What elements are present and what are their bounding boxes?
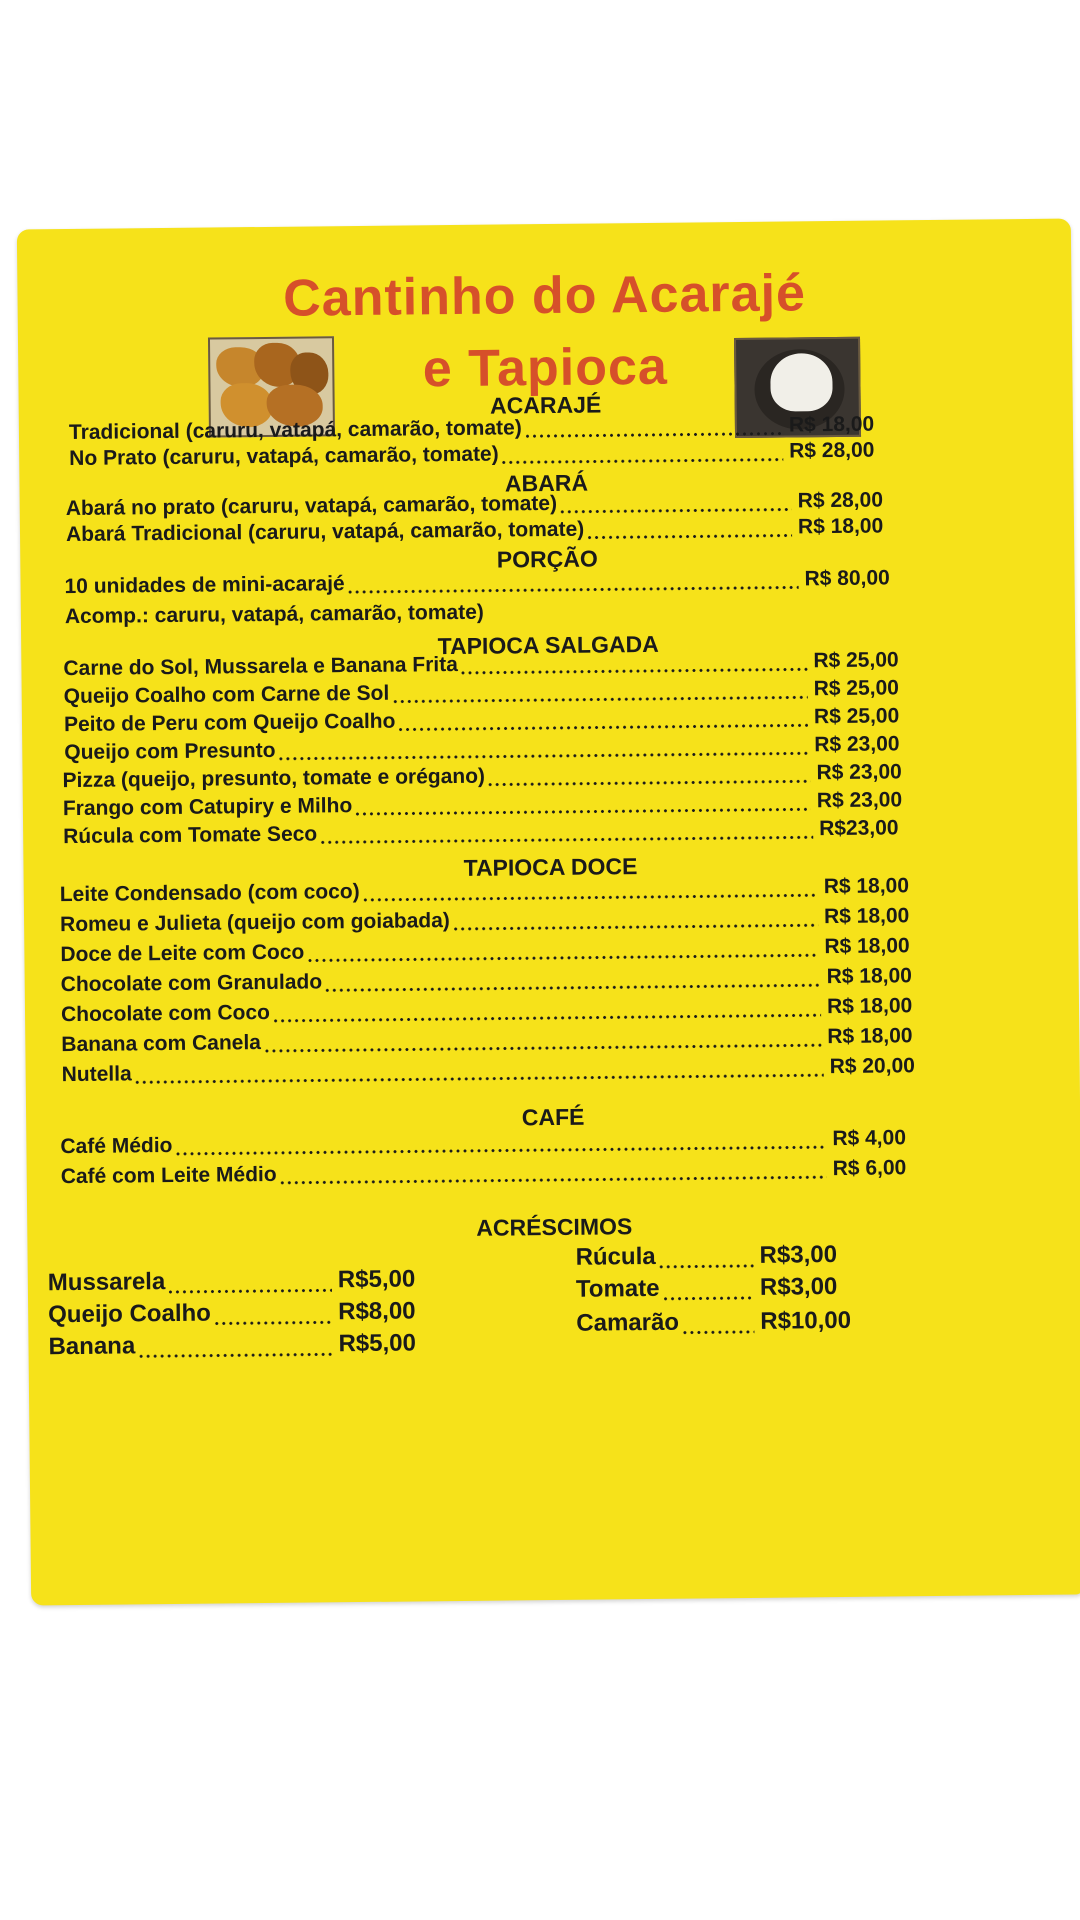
section-heading-cafe: CAFÉ bbox=[521, 1103, 585, 1131]
menu-item-price: R$ 18,00 bbox=[788, 412, 875, 437]
menu-item-price: R$ 28,00 bbox=[789, 438, 875, 463]
menu-item-name: Banana com Canela bbox=[61, 1031, 262, 1057]
extra-item-name: Banana bbox=[48, 1332, 136, 1361]
menu-item-name: Tradicional (caruru, vatapá, camarão, tomate) bbox=[68, 416, 522, 445]
extra-item-price: R$5,00 bbox=[338, 1329, 417, 1358]
dot-leader bbox=[524, 432, 783, 439]
section-heading-abara: ABARÁ bbox=[504, 469, 589, 497]
menu-item-name: Carne do Sol, Mussarela e Banana Frita bbox=[63, 652, 458, 681]
menu-item-name: Chocolate com Granulado bbox=[60, 970, 323, 997]
menu-item-price: R$ 18,00 bbox=[826, 994, 913, 1019]
menu-item-name: Chocolate com Coco bbox=[60, 1000, 271, 1027]
extra-item-right bbox=[576, 1273, 880, 1310]
menu-item-name: Café Médio bbox=[60, 1133, 173, 1159]
menu-item-price: R$23,00 bbox=[819, 816, 899, 841]
menu-item-name: 10 unidades de mini-acarajé bbox=[64, 572, 345, 599]
menu-item-price: R$ 18,00 bbox=[797, 514, 884, 539]
extra-item-price: R$3,00 bbox=[759, 1273, 838, 1301]
dot-leader bbox=[306, 953, 818, 962]
menu-item-price: R$ 6,00 bbox=[832, 1156, 907, 1181]
dot-leader bbox=[658, 1264, 754, 1269]
dot-leader bbox=[559, 507, 792, 513]
menu-item-price: R$ 18,00 bbox=[827, 1024, 913, 1049]
menu-title-line2: e Tapioca bbox=[422, 337, 669, 399]
section-heading-porcao: PORÇÃO bbox=[496, 545, 598, 573]
menu-item-name: Café com Leite Médio bbox=[60, 1162, 277, 1189]
menu-item-price: R$ 20,00 bbox=[829, 1054, 915, 1079]
extra-item-name: Camarão bbox=[576, 1308, 680, 1337]
section-heading-acrescimos: ACRÉSCIMOS bbox=[476, 1213, 633, 1241]
menu-item-name: Pizza (queijo, presunto, tomate e orégano) bbox=[62, 764, 486, 793]
dot-leader bbox=[213, 1320, 332, 1325]
dot-leader bbox=[362, 893, 818, 902]
menu-item-price: R$ 25,00 bbox=[813, 704, 900, 729]
menu-item-price: R$ 25,00 bbox=[813, 676, 900, 701]
section-heading-tapioca-salgada: TAPIOCA SALGADA bbox=[437, 630, 659, 660]
extra-item-price: R$10,00 bbox=[760, 1306, 852, 1335]
menu-item-price: R$ 28,00 bbox=[797, 488, 884, 513]
dot-leader bbox=[452, 923, 818, 931]
dot-leader bbox=[354, 807, 811, 816]
menu-item-name: Queijo com Presunto bbox=[64, 738, 276, 765]
extra-item-right bbox=[576, 1307, 880, 1344]
dot-leader bbox=[167, 1288, 332, 1294]
extra-item-left bbox=[48, 1329, 458, 1367]
dot-leader bbox=[174, 1145, 826, 1156]
dot-leader bbox=[500, 458, 783, 465]
menu-title-line1: Cantinho do Acarajé bbox=[282, 264, 807, 328]
dot-leader bbox=[279, 1175, 827, 1185]
menu-item-name: Romeu e Julieta (queijo com goiabada) bbox=[59, 909, 450, 937]
dot-leader bbox=[138, 1352, 333, 1358]
menu-item-name: Frango com Catupiry e Milho bbox=[62, 794, 353, 821]
menu-item-name: Leite Condensado (com coco) bbox=[59, 880, 360, 907]
menu-item-price: R$ 18,00 bbox=[824, 934, 910, 959]
extra-item-name: Mussarela bbox=[47, 1268, 166, 1297]
menu-item-name: No Prato (caruru, vatapá, camarão, tomate) bbox=[69, 442, 499, 471]
section-heading-tapioca-doce: TAPIOCA DOCE bbox=[463, 853, 638, 881]
menu-item-name: Peito de Peru com Queijo Coalho bbox=[63, 709, 396, 737]
dot-leader bbox=[681, 1330, 754, 1335]
dot-leader bbox=[347, 585, 799, 594]
dot-leader bbox=[392, 695, 808, 703]
menu-item-price: R$ 23,00 bbox=[814, 732, 900, 757]
dot-leader bbox=[459, 667, 807, 675]
extra-item-name: Queijo Coalho bbox=[48, 1299, 211, 1329]
extra-item-price: R$3,00 bbox=[759, 1241, 838, 1269]
menu-item-price: R$ 18,00 bbox=[826, 964, 913, 989]
dot-leader bbox=[662, 1296, 754, 1301]
extra-item-price: R$5,00 bbox=[337, 1265, 416, 1294]
menu-item-price: R$ 23,00 bbox=[816, 788, 903, 813]
dot-leader bbox=[319, 835, 813, 844]
dot-leader bbox=[324, 983, 821, 992]
menu-item-price: R$ 4,00 bbox=[832, 1126, 907, 1151]
dot-leader bbox=[134, 1073, 824, 1084]
menu-item-name: Queijo Coalho com Carne de Sol bbox=[63, 681, 390, 709]
dot-leader bbox=[263, 1043, 821, 1053]
section-heading-acaraje: ACARAJÉ bbox=[489, 391, 602, 419]
dot-leader bbox=[487, 779, 811, 786]
extra-item-name: Tomate bbox=[575, 1274, 660, 1303]
menu-item-price: R$ 25,00 bbox=[813, 648, 899, 673]
dot-leader bbox=[586, 533, 792, 539]
menu-item-price: R$ 23,00 bbox=[816, 760, 902, 785]
extra-item-name: Rúcula bbox=[575, 1242, 656, 1271]
menu-item-price: R$ 80,00 bbox=[804, 566, 890, 591]
menu-item-price: R$ 18,00 bbox=[823, 874, 910, 899]
extra-item-price: R$8,00 bbox=[338, 1297, 416, 1326]
menu-item-name: Rúcula com Tomate Seco bbox=[63, 822, 318, 849]
menu-item-name: Nutella bbox=[61, 1062, 132, 1087]
dot-leader bbox=[397, 723, 808, 731]
menu-item-price: R$ 18,00 bbox=[823, 904, 910, 929]
dot-leader bbox=[272, 1013, 821, 1023]
dot-leader bbox=[277, 751, 808, 761]
menu-item-name: Abará no prato (caruru, vatapá, camarão, tomate) bbox=[65, 491, 558, 521]
menu-item-name: Abará Tradicional (caruru, vatapá, camarão, tomate) bbox=[65, 517, 585, 547]
menu-card bbox=[17, 219, 1080, 1606]
porcao-note: Acomp.: caruru, vatapá, camarão, tomate) bbox=[64, 600, 484, 629]
menu-item-name: Doce de Leite com Coco bbox=[60, 940, 305, 967]
